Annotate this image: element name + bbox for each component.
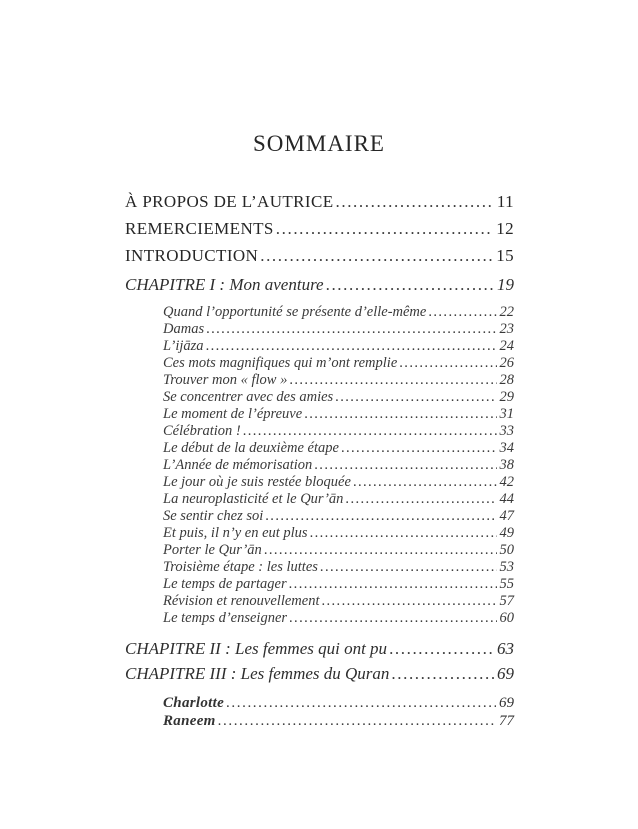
- toc-entry-label: INTRODUCTION: [125, 246, 259, 265]
- toc-entry-label: Le temps d’enseigner: [163, 610, 288, 626]
- toc-entry: [163, 321, 514, 338]
- toc-entry: [125, 219, 514, 239]
- dot-leader: [314, 457, 496, 474]
- toc-entry-label: À PROPOS DE L’AUTRICE: [125, 192, 334, 211]
- dot-leader: [341, 440, 497, 457]
- toc-entry: [125, 192, 514, 212]
- toc-entry-page: 44: [499, 491, 514, 507]
- dot-leader: [289, 372, 496, 389]
- toc-entry-page: 33: [499, 423, 514, 439]
- dot-leader: [304, 406, 496, 423]
- toc-entry-label: La neuroplasticité et le Qur’ān: [163, 491, 344, 507]
- dot-leader: [206, 321, 496, 338]
- toc-entry-label: Le début de la deuxième étape: [163, 440, 339, 456]
- toc-entry: [163, 576, 514, 593]
- toc-entry: [163, 508, 514, 525]
- toc-entry-page: 53: [499, 559, 514, 575]
- toc-entry-label: Trouver mon « flow »: [163, 372, 288, 388]
- toc-entry-page: 15: [496, 246, 514, 265]
- toc-entry-page: 69: [497, 664, 514, 683]
- toc-entry-page: 42: [499, 474, 514, 490]
- toc-entry-page: 24: [499, 338, 514, 354]
- toc-entry-page: 47: [499, 508, 514, 524]
- toc-entry-label: CHAPITRE I : Mon aventure: [125, 275, 324, 294]
- toc-entry-page: 22: [499, 304, 514, 320]
- toc-entry-label: Quand l’opportunité se présente d’elle-même: [163, 304, 427, 320]
- toc-entry-label: Se concentrer avec des amies: [163, 389, 334, 405]
- dot-leader: [310, 525, 497, 542]
- dot-leader: [428, 304, 496, 321]
- toc-entry-label: Damas: [163, 321, 205, 337]
- toc-entry: [163, 338, 514, 355]
- toc-entry-page: 11: [496, 192, 514, 211]
- toc-entry: [125, 664, 514, 684]
- toc-entry: [163, 423, 514, 440]
- toc-entry-label: Se sentir chez soi: [163, 508, 264, 524]
- toc-entry-page: 31: [499, 406, 514, 422]
- toc-entry-label: Célébration !: [163, 423, 241, 439]
- dot-leader: [226, 694, 496, 712]
- dot-leader: [335, 389, 496, 406]
- dot-leader: [321, 593, 496, 610]
- toc-entry-page: 57: [499, 593, 514, 609]
- toc-entry: [163, 372, 514, 389]
- toc-entry-page: 77: [499, 713, 514, 729]
- dot-leader: [260, 246, 493, 266]
- dot-leader: [218, 712, 496, 730]
- toc-entry: [163, 406, 514, 423]
- toc-entry-label: Ces mots magnifiques qui m’ont remplie: [163, 355, 398, 371]
- toc-entry-label: L’ijāza: [163, 338, 204, 354]
- toc-entry: [125, 639, 514, 659]
- toc-entry: [163, 559, 514, 576]
- toc-entry-page: 23: [499, 321, 514, 337]
- toc-entry-page: 38: [499, 457, 514, 473]
- toc-entry: [163, 491, 514, 508]
- toc-entry: [163, 712, 514, 730]
- dot-leader: [391, 664, 494, 684]
- toc-entry: [163, 593, 514, 610]
- toc-entry-label: Le jour où je suis restée bloquée: [163, 474, 351, 490]
- toc-entry-page: 49: [499, 525, 514, 541]
- page-title: SOMMAIRE: [253, 131, 385, 156]
- dot-leader: [265, 508, 496, 525]
- toc-entry-page: 29: [499, 389, 514, 405]
- toc-entry-label: L’Année de mémorisation: [163, 457, 313, 473]
- toc-entry-label: Révision et renouvellement: [163, 593, 320, 609]
- toc-entry-label: CHAPITRE II : Les femmes qui ont pu: [125, 639, 388, 658]
- toc-entry: [163, 304, 514, 321]
- toc-entry: [125, 246, 514, 266]
- dot-leader: [289, 576, 497, 593]
- toc-entry: [163, 457, 514, 474]
- toc-entry-label: Raneem: [163, 713, 216, 729]
- toc-entry-label: Le moment de l’épreuve: [163, 406, 303, 422]
- dot-leader: [389, 639, 494, 659]
- toc-entry-label: Troisième étape : les luttes: [163, 559, 318, 575]
- toc-entry: [125, 275, 514, 295]
- toc-entry-page: 12: [496, 219, 514, 238]
- dot-leader: [276, 219, 493, 239]
- toc-entry-label: Le temps de partager: [163, 576, 287, 592]
- toc-entry: [163, 474, 514, 491]
- toc-entry: [163, 440, 514, 457]
- toc-entry-label: Et puis, il n’y en eut plus: [163, 525, 308, 541]
- toc-entry-page: 69: [499, 695, 514, 711]
- dot-leader: [345, 491, 496, 508]
- toc-entry-page: 60: [499, 610, 514, 626]
- toc-entry-page: 28: [499, 372, 514, 388]
- toc-entry-label: CHAPITRE III : Les femmes du Quran: [125, 664, 390, 683]
- toc-entry-page: 34: [499, 440, 514, 456]
- toc-entry-label: REMERCIEMENTS: [125, 219, 274, 238]
- toc-entry-page: 55: [499, 576, 514, 592]
- toc-entry: [163, 389, 514, 406]
- dot-leader: [336, 192, 494, 212]
- toc-entry-page: 19: [497, 275, 514, 294]
- toc-entry: [163, 525, 514, 542]
- toc-entry-page: 50: [499, 542, 514, 558]
- toc-entry-label: Porter le Qur’ān: [163, 542, 262, 558]
- dot-leader: [289, 610, 496, 627]
- toc-entry-label: Charlotte: [163, 695, 225, 711]
- dot-leader: [243, 423, 497, 440]
- dot-leader: [326, 275, 494, 295]
- dot-leader: [264, 542, 497, 559]
- dot-leader: [353, 474, 497, 491]
- toc-entry: [163, 610, 514, 627]
- toc-list: [125, 192, 514, 730]
- toc-entry-page: 63: [497, 639, 514, 658]
- toc-entry: [163, 694, 514, 712]
- toc-entry: [163, 355, 514, 372]
- dot-leader: [206, 338, 497, 355]
- toc-entry: [163, 542, 514, 559]
- dot-leader: [399, 355, 496, 372]
- dot-leader: [320, 559, 497, 576]
- toc-entry-page: 26: [499, 355, 514, 371]
